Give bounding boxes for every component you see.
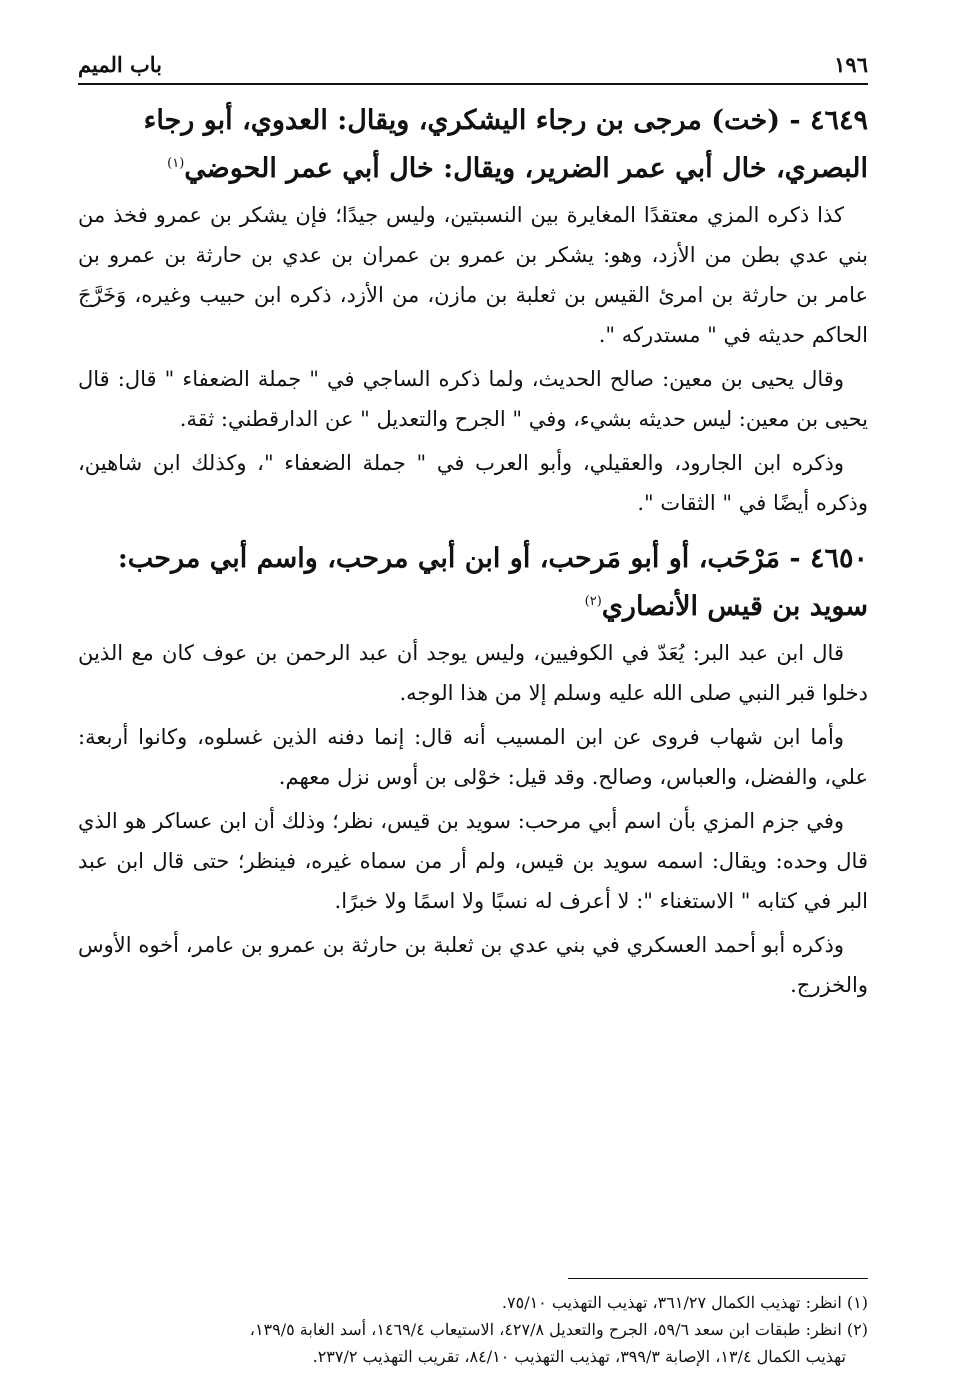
paragraph: وأما ابن شهاب فروى عن ابن المسيب أنه قال: إنما دفنه الذين غسلوه، وكانوا أربعة: علي، والفضل، والعباس، وصالح. وقد قيل: خوْلى بن أوس نزل معهم. bbox=[78, 725, 868, 789]
paragraph: وفي جزم المزي بأن اسم أبي مرحب: سويد بن قيس، نظر؛ وذلك أن ابن عساكر هو الذي قال وحده: ويقال: اسمه سويد بن قيس، ولم أر من سماه غيره، فينظر؛ حتى قال ابن عبد البر في كتابه " الاستغناء ": لا أعرف له نسبًا ولا اسمًا ولا خبرًا. bbox=[78, 809, 868, 913]
paragraph: كذا ذكره المزي معتقدًا المغايرة بين النسبتين، وليس جيدًا؛ فإن يشكر بن عمرو فخذ من بني عدي بطن من الأزد، وهو: يشكر بن عمرو بن عمران بن عدي بن حارثة بن عمرو بن عامر بن حارثة بن امرئ القيس بن ثعلبة بن مازن، من الأزد، ذكره ابن حبيب وغيره، وَخَرَّجَ الحاكم حديثه في " مستدركه ". bbox=[78, 203, 868, 347]
footnote-text: (٢) انظر: طبقات ابن سعد ٥٩/٦، الجرح والتعديل ٤٢٧/٨، الاستيعاب ١٤٦٩/٤، أسد الغابة ١٣٩/٥، bbox=[249, 1320, 868, 1339]
footnote-text: (١) انظر: تهذيب الكمال ٣٦١/٢٧، تهذيب التهذيب ٧٥/١٠. bbox=[501, 1293, 868, 1312]
entry-title bbox=[78, 97, 868, 193]
footnote-ref: (١) bbox=[167, 156, 185, 171]
entry-title-line2: البصري، خال أبي عمر الضرير، ويقال: خال أبي عمر الحوضي bbox=[184, 153, 868, 184]
document-page bbox=[78, 52, 868, 1009]
paragraph: وقال يحيى بن معين: صالح الحديث، ولما ذكره الساجي في " جملة الضعفاء " قال: قال يحيى بن معين: ليس حديثه بشيء، وفي " الجرح والتعديل " عن الدارقطني: ثقة. bbox=[78, 367, 868, 431]
entry-title bbox=[78, 535, 868, 631]
footnotes-section bbox=[78, 1196, 868, 1370]
entry-4650 bbox=[78, 535, 868, 1005]
entry-title-line1: ٤٦٥٠ - مَرْحَب، أو أبو مَرحب، أو ابن أبي مرحب، واسم أبي مرحب: bbox=[117, 543, 868, 574]
entry-4649 bbox=[78, 97, 868, 523]
page-header bbox=[78, 52, 868, 85]
footnote-1 bbox=[78, 1289, 868, 1316]
footnote-continuation: تهذيب الكمال ١٣/٤، الإصابة ٣٩٩/٣، تهذيب التهذيب ٨٤/١٠، تقريب التهذيب ٢٣٧/٢. bbox=[312, 1347, 846, 1366]
footnote-separator bbox=[568, 1278, 868, 1279]
footnote-ref: (٢) bbox=[584, 594, 602, 609]
entry-title-line1: ٤٦٤٩ - (خت) مرجى بن رجاء اليشكري، ويقال: العدوي، أبو رجاء bbox=[143, 105, 868, 136]
footnote-2 bbox=[78, 1316, 868, 1370]
paragraph: قال ابن عبد البر: يُعَدّ في الكوفيين، وليس يوجد أن عبد الرحمن بن عوف كان مع الذين دخلوا قبر النبي صلى الله عليه وسلم إلا من هذا الوجه. bbox=[78, 641, 868, 705]
chapter-title: باب الميم bbox=[78, 52, 163, 77]
entry-title-line2: سويد بن قيس الأنصاري bbox=[601, 591, 868, 622]
paragraph: وذكره ابن الجارود، والعقيلي، وأبو العرب في " جملة الضعفاء "، وكذلك ابن شاهين، وذكره أيضًا في " الثقات ". bbox=[78, 451, 868, 515]
page-number: ١٩٦ bbox=[834, 52, 868, 77]
paragraph: وذكره أبو أحمد العسكري في بني عدي بن ثعلبة بن حارثة بن عمرو بن عامر، أخوه الأوس والخزرج. bbox=[78, 933, 868, 997]
